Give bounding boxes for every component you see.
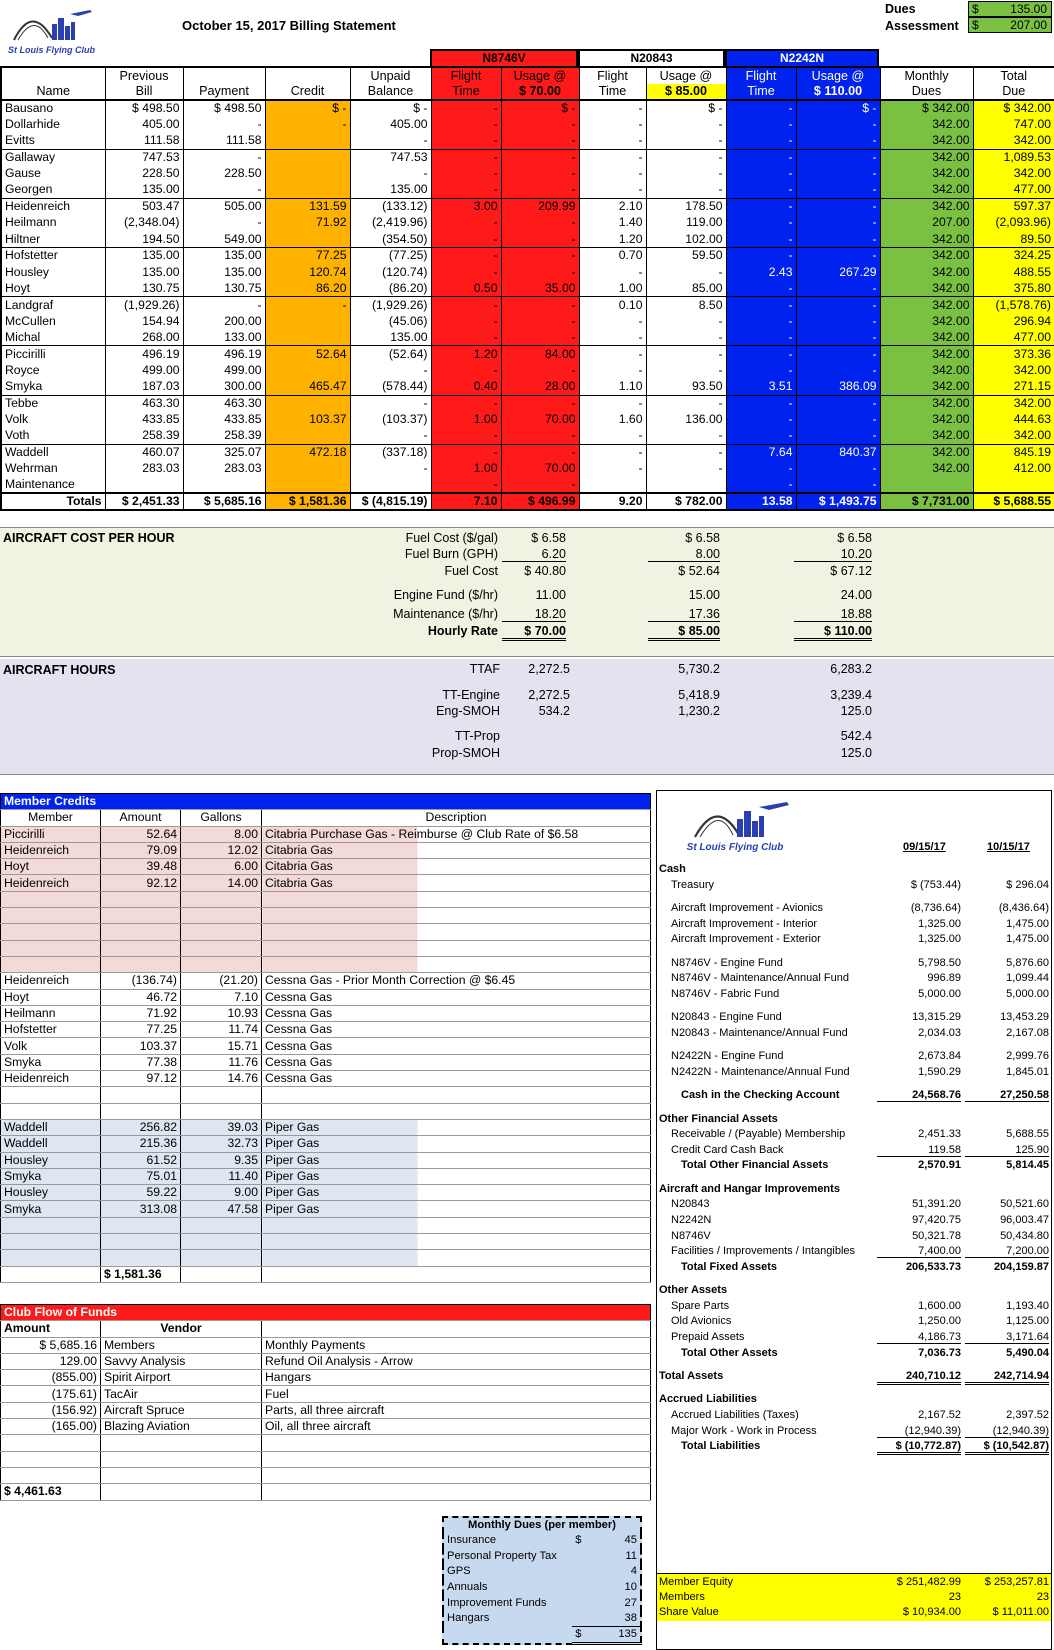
bs-label: Total Assets bbox=[659, 1370, 724, 1382]
cost-a1: $ 40.80 bbox=[524, 564, 566, 578]
hours-a3: 542.4 bbox=[840, 729, 872, 743]
bs-val-2: 242,714.94 bbox=[965, 1370, 1049, 1385]
credit-row: Housley 61.52 9.35 Piper Gas bbox=[1, 1152, 651, 1168]
cost-a2: $ 6.58 bbox=[685, 531, 720, 545]
credit-row: Hofstetter 77.25 11.74 Cessna Gas bbox=[1, 1022, 651, 1038]
credit-row bbox=[1, 1087, 651, 1103]
date-col-2: 10/15/17 bbox=[987, 841, 1030, 853]
member-row: Heilmann (2,348.04) - 71.92 (2,419.96) - - 1.40 119.00 - - 207.00 (2,093.96) bbox=[1, 215, 1054, 231]
cost-a3: 24.00 bbox=[840, 588, 872, 602]
credit-row: Heidenreich (136.74) (21.20) Cessna Gas - Prior Month Correction @ $6.45 bbox=[1, 973, 651, 989]
bs-val-1: 240,710.12 bbox=[877, 1370, 961, 1385]
member-row: Landgraf (1,929.26) - - (1,929.26) - - 0.10 8.50 - - 342.00 (1,578.76) bbox=[1, 297, 1054, 313]
bs-label: Prepaid Assets bbox=[671, 1331, 745, 1343]
bs-val-1: 119.58 bbox=[877, 1144, 961, 1157]
equity-label: Members bbox=[659, 1591, 705, 1603]
hours-section-title: AIRCRAFT HOURS bbox=[3, 663, 116, 677]
member-row: Evitts 111.58 111.58 - - - - - - - 342.00 342.00 bbox=[1, 133, 1054, 149]
member-row: Hofstetter 135.00 135.00 77.25 (77.25) - - 0.70 59.50 - - 342.00 324.25 bbox=[1, 248, 1054, 264]
member-row: Gause 228.50 228.50 - - - - - - - 342.00 342.00 bbox=[1, 166, 1054, 182]
dues-row: Annuals 10 bbox=[447, 1581, 637, 1594]
flow-row: (855.00) Spirit Airport Hangars bbox=[1, 1370, 651, 1386]
bs-val-2: 50,521.60 bbox=[1000, 1198, 1049, 1211]
bs-label: N8746V bbox=[671, 1229, 711, 1242]
flow-row: (165.00) Blazing Aviation Oil, all three aircraft bbox=[1, 1419, 651, 1435]
hours-a3: 125.0 bbox=[840, 704, 872, 718]
credit-row: Heidenreich 92.12 14.00 Citabria Gas bbox=[1, 875, 651, 891]
member-row: Wehrman 283.03 283.03 - 1.00 70.00 - - - - 342.00 412.00 bbox=[1, 461, 1054, 477]
bs-label: N8746V - Engine Fund bbox=[671, 956, 783, 969]
cost-label: Fuel Cost ($/gal) bbox=[405, 531, 498, 545]
bs-label: N20843 bbox=[671, 1198, 710, 1211]
member-row: Hoyt 130.75 130.75 86.20 (86.20) 0.50 35.00 1.00 85.00 - - 342.00 375.80 bbox=[1, 280, 1054, 296]
cost-a2: $ 52.64 bbox=[678, 564, 720, 578]
credit-row: Hoyt 46.72 7.10 Cessna Gas bbox=[1, 989, 651, 1005]
bs-label: N8746V - Fabric Fund bbox=[671, 987, 780, 1000]
flow-total: $ 4,461.63 bbox=[1, 1484, 101, 1500]
arch-plane-icon bbox=[8, 8, 96, 42]
bs-label: Other Financial Assets bbox=[659, 1112, 778, 1125]
member-row: Smyka 187.03 300.00 465.47 (578.44) 0.40 28.00 1.10 93.50 3.51 386.09 342.00 271.15 bbox=[1, 379, 1054, 395]
bs-label: Old Avionics bbox=[671, 1315, 732, 1328]
credit-row bbox=[1, 940, 651, 956]
bs-label: N2422N - Engine Fund bbox=[671, 1050, 784, 1063]
hours-a2: 5,418.9 bbox=[678, 688, 720, 702]
credit-row: Waddell 256.82 39.03 Piper Gas bbox=[1, 1119, 651, 1135]
credit-row bbox=[1, 1103, 651, 1119]
cost-a2: 15.00 bbox=[688, 588, 720, 602]
bs-label: Treasury bbox=[671, 878, 714, 891]
cost-label: Maintenance ($/hr) bbox=[393, 607, 498, 621]
member-row: McCullen 154.94 200.00 (45.06) - - - - - - 342.00 296.94 bbox=[1, 313, 1054, 329]
hours-a1: 534.2 bbox=[538, 704, 570, 718]
bs-val-2: 204,159.87 bbox=[993, 1260, 1049, 1273]
bs-label: Aircraft Improvement - Avionics bbox=[671, 902, 824, 914]
bs-label: Credit Card Cash Back bbox=[671, 1143, 784, 1156]
totals-row: Totals $ 2,451.33 $ 5,685.16 $ 1,581.36 $ (4,815.19) 7.10 $ 496.99 9.20 $ 782.00 13.58 $ 1,493.75 $ 7,731.00 $ 5,688.55 bbox=[1, 493, 1054, 510]
bs-label: Spare Parts bbox=[671, 1299, 730, 1312]
monthly-dues-box: Monthly Dues (per member) Insurance $ 45 Personal Property Tax 11 GPS 4 Annuals 10 Improvement Funds 27 Hangars 38 $ 135 bbox=[442, 1516, 642, 1645]
flow-row bbox=[1, 1435, 651, 1451]
hours-a3: 3,239.4 bbox=[830, 688, 872, 702]
bs-label: Total Fixed Assets bbox=[681, 1260, 777, 1273]
bs-label: Accrued Liabilities bbox=[659, 1393, 757, 1406]
bs-val-2: (8,436.64) bbox=[998, 902, 1049, 914]
member-row: Voth 258.39 258.39 - - - - - - - 342.00 342.00 bbox=[1, 428, 1054, 444]
dues-row: Improvement Funds 27 bbox=[447, 1596, 637, 1609]
bs-label: N20843 - Engine Fund bbox=[671, 1011, 782, 1024]
bs-val-2: 13,453.29 bbox=[1000, 1011, 1049, 1024]
member-row: Housley 135.00 135.00 120.74 (120.74) - - - - 2.43 267.29 342.00 488.55 bbox=[1, 264, 1054, 280]
bs-val-2: 2,167.08 bbox=[1006, 1026, 1049, 1039]
bs-label: Total Liabilities bbox=[681, 1440, 761, 1453]
equity-val-2: $ 253,257.81 bbox=[984, 1576, 1049, 1588]
hours-label: TT-Prop bbox=[454, 729, 500, 743]
hours-label: Prop-SMOH bbox=[431, 746, 500, 760]
bs-val-1: 996.89 bbox=[927, 972, 961, 985]
flow-row: 129.00 Savvy Analysis Refund Oil Analysis - Arrow bbox=[1, 1353, 651, 1369]
credit-row bbox=[1, 891, 651, 907]
aircraft-header-n8746v: N8746V bbox=[430, 49, 578, 66]
cost-a1: 18.20 bbox=[502, 607, 566, 622]
credit-row: Heidenreich 79.09 12.02 Citabria Gas bbox=[1, 842, 651, 858]
bs-val-1: 13,315.29 bbox=[912, 1011, 961, 1024]
dues-label: Dues bbox=[885, 2, 916, 16]
flow-row bbox=[1, 1451, 651, 1467]
bs-val-2: 1,475.00 bbox=[1006, 933, 1049, 946]
bs-label: N2422N - Maintenance/Annual Fund bbox=[671, 1065, 850, 1078]
bs-label: Cash bbox=[659, 863, 686, 875]
bs-label: N2242N bbox=[671, 1214, 712, 1226]
bs-val-1: 2,034.03 bbox=[918, 1026, 961, 1039]
date-col-1: 09/15/17 bbox=[903, 841, 946, 853]
bs-label: N8746V - Maintenance/Annual Fund bbox=[671, 972, 849, 985]
cost-a3: $ 6.58 bbox=[837, 531, 872, 545]
bs-label: Total Other Financial Assets bbox=[681, 1159, 829, 1172]
credit-row: Waddell 215.36 32.73 Piper Gas bbox=[1, 1136, 651, 1152]
monthly-dues-title: Monthly Dues (per member) bbox=[468, 1519, 616, 1531]
club-logo: St Louis Flying Club bbox=[8, 8, 96, 52]
aircraft-header-n20843: N20843 bbox=[578, 49, 725, 66]
bs-label: Receivable / (Payable) Membership bbox=[671, 1128, 846, 1141]
bs-val-1: 1,600.00 bbox=[918, 1299, 961, 1312]
credit-row: Housley 59.22 9.00 Piper Gas bbox=[1, 1185, 651, 1201]
cost-section-title: AIRCRAFT COST PER HOUR bbox=[3, 531, 175, 545]
member-row: Georgen 135.00 - 135.00 - - - - - - 342.00 477.00 bbox=[1, 182, 1054, 198]
bs-val-2: 7,200.00 bbox=[965, 1245, 1049, 1258]
bs-val-1: 1,250.00 bbox=[918, 1315, 961, 1328]
cost-a3: $ 67.12 bbox=[830, 564, 872, 578]
member-row: Bausano $ 498.50 $ 498.50 $ - $ - - $ - - $ - - $ - $ 342.00 $ 342.00 bbox=[1, 100, 1054, 116]
equity-val-1: $ 251,482.99 bbox=[896, 1576, 961, 1588]
cost-a1: $ 6.58 bbox=[531, 531, 566, 545]
bs-val-1: 2,167.52 bbox=[918, 1409, 961, 1421]
equity-box bbox=[657, 1573, 1051, 1621]
bs-label: N20843 - Maintenance/Annual Fund bbox=[671, 1026, 848, 1039]
aircraft-header-n2242n: N2242N bbox=[725, 49, 879, 66]
bs-val-1: 5,798.50 bbox=[918, 956, 961, 969]
dues-row: Insurance $ 45 bbox=[447, 1534, 637, 1547]
bs-val-1: 97,420.75 bbox=[912, 1214, 961, 1226]
member-credits-title: Member Credits bbox=[1, 794, 651, 810]
bs-label: Aircraft Improvement - Exterior bbox=[671, 933, 821, 946]
hours-label: TT-Engine bbox=[442, 688, 500, 702]
credit-row: Smyka 75.01 11.40 Piper Gas bbox=[1, 1168, 651, 1184]
credit-row bbox=[1, 908, 651, 924]
bs-val-2: 1,099.44 bbox=[1006, 972, 1049, 985]
cost-a3: 18.88 bbox=[794, 607, 872, 622]
cost-a3: 10.20 bbox=[794, 547, 872, 562]
bs-val-1: 7,036.73 bbox=[918, 1346, 961, 1359]
bs-label: Cash in the Checking Account bbox=[681, 1089, 840, 1102]
hours-a1: 2,272.5 bbox=[528, 688, 570, 702]
bs-val-1: (12,940.39) bbox=[877, 1425, 961, 1438]
bs-val-1: 2,570.91 bbox=[918, 1159, 961, 1172]
bs-label: Other Assets bbox=[659, 1284, 728, 1297]
monthly-dues-total: 135 bbox=[603, 1627, 641, 1644]
member-row: Dollarhide 405.00 - - 405.00 - - - - - - 342.00 747.00 bbox=[1, 116, 1054, 132]
bs-val-2: 96,003.47 bbox=[1000, 1214, 1049, 1226]
bs-val-2: 27,250.58 bbox=[965, 1089, 1049, 1102]
bs-val-1: (8,736.64) bbox=[910, 902, 961, 914]
credit-row bbox=[1, 1217, 651, 1233]
balance-sheet-logo: St Louis Flying Club bbox=[675, 799, 795, 853]
cost-label: Engine Fund ($/hr) bbox=[393, 588, 498, 602]
flow-title: Club Flow of Funds bbox=[1, 1305, 651, 1321]
credit-row: Heilmann 71.92 10.93 Cessna Gas bbox=[1, 1005, 651, 1021]
member-row: Hiltner 194.50 549.00 (354.50) - - 1.20 102.00 - - 342.00 89.50 bbox=[1, 231, 1054, 247]
hours-a2: 5,730.2 bbox=[678, 662, 720, 676]
bs-val-1: 51,391.20 bbox=[912, 1198, 961, 1211]
bs-val-1: 2,673.84 bbox=[918, 1050, 961, 1063]
member-row: Heidenreich 503.47 505.00 131.59 (133.12) 3.00 209.99 2.10 178.50 - - 342.00 597.37 bbox=[1, 198, 1054, 214]
bs-val-2: 1,125.00 bbox=[1006, 1315, 1049, 1328]
cost-a1: $ 70.00 bbox=[502, 624, 566, 641]
credit-row bbox=[1, 1250, 651, 1266]
cost-label: Fuel Burn (GPH) bbox=[404, 547, 498, 561]
member-credits-table: Member Credits Member Amount Gallons Description Piccirilli 52.64 8.00 Citabria Purchase Gas - Reimburse @ Club Rate of $6.58 Heidenreich 79.09 12.02 Citabria Gas Hoyt 39.48 6.00 Citabria Gas Heidenreich 92.12 14.00 Citabria Gas Heidenreich (136.74) (21.20) Cessna Gas - Prior Month Correction @ $6.45 Hoyt 46.72 7.10 Cessna Gas Heilmann 71.92 10.93 Cessna Gas Hofstetter 77.25 11.74 Cessna Gas Volk 103.37 15.71 Cessna Gas Smyka 77.38 11.76 Cessna Gas Heidenreich 97.12 14.76 Cessna Gas Waddell 256.82 39.03 Piper Gas Waddell 215.36 32.73 Piper Gas Housley 61.52 9.35 Piper Gas Smyka 75.01 11.40 Piper Gas Housley 59.22 9.00 Piper Gas Smyka 313.08 47.58 Piper Gas $ 1,581.36 bbox=[0, 793, 651, 1283]
equity-label: Member Equity bbox=[659, 1576, 733, 1588]
member-row: Maintenance - - - - bbox=[1, 477, 1054, 493]
bs-label: Aircraft and Hangar Improvements bbox=[659, 1182, 840, 1195]
equity-val-2: $ 11,011.00 bbox=[992, 1606, 1049, 1618]
bs-val-2: (12,940.39) bbox=[965, 1425, 1049, 1438]
aircraft-hours-section bbox=[0, 659, 1054, 775]
member-row: Gallaway 747.53 - 747.53 - - - - - - 342.00 1,089.53 bbox=[1, 149, 1054, 165]
bs-val-2: 3,171.64 bbox=[965, 1331, 1049, 1344]
equity-val-1: 23 bbox=[948, 1591, 961, 1603]
credit-row: Smyka 77.38 11.76 Cessna Gas bbox=[1, 1054, 651, 1070]
member-row: Royce 499.00 499.00 - - - - - - - 342.00 342.00 bbox=[1, 362, 1054, 378]
arch-plane-icon bbox=[675, 799, 795, 839]
equity-val-2: 23 bbox=[1036, 1591, 1049, 1603]
bs-val-2: 5,490.04 bbox=[1006, 1346, 1049, 1359]
hours-a3: 125.0 bbox=[840, 746, 872, 760]
member-row: Volk 433.85 433.85 103.37 (103.37) 1.00 70.00 1.60 136.00 - - 342.00 444.63 bbox=[1, 411, 1054, 427]
credit-row: Smyka 313.08 47.58 Piper Gas bbox=[1, 1201, 651, 1217]
hours-a2: 1,230.2 bbox=[678, 704, 720, 718]
statement-title: October 15, 2017 Billing Statement bbox=[182, 18, 396, 33]
bs-val-2: $ 296.04 bbox=[1006, 878, 1049, 891]
bs-val-2: 5,000.00 bbox=[1006, 987, 1049, 1000]
flow-row: (156.92) Aircraft Spruce Parts, all three aircraft bbox=[1, 1402, 651, 1418]
bs-label: Total Other Assets bbox=[681, 1346, 778, 1359]
bs-label: Aircraft Improvement - Interior bbox=[671, 917, 818, 930]
cost-a2: 17.36 bbox=[648, 607, 720, 622]
bs-val-2: 125.90 bbox=[965, 1144, 1049, 1157]
dues-row: Personal Property Tax 11 bbox=[447, 1549, 637, 1562]
assessment-label: Assessment bbox=[885, 19, 959, 33]
bs-val-1: 1,325.00 bbox=[918, 917, 961, 930]
member-row: Tebbe 463.30 463.30 - - - - - - - 342.00 342.00 bbox=[1, 395, 1054, 411]
equity-label: Share Value bbox=[659, 1606, 719, 1618]
bs-val-2: 50,434.80 bbox=[1000, 1229, 1049, 1242]
bs-val-2: 5,876.60 bbox=[1006, 956, 1049, 969]
bs-val-1: 4,186.73 bbox=[877, 1331, 961, 1344]
cost-label: Fuel Cost bbox=[444, 564, 498, 578]
hours-label: TTAF bbox=[469, 662, 500, 676]
credit-row bbox=[1, 924, 651, 940]
member-row: Piccirilli 496.19 496.19 52.64 (52.64) 1.20 84.00 - - - - 342.00 373.36 bbox=[1, 346, 1054, 362]
credit-row: Heidenreich 97.12 14.76 Cessna Gas bbox=[1, 1071, 651, 1087]
bs-label: Accrued Liabilities (Taxes) bbox=[671, 1409, 799, 1421]
bs-val-1: 5,000.00 bbox=[918, 987, 961, 1000]
bs-val-2: $ (10,542.87) bbox=[965, 1440, 1049, 1455]
bs-val-1: 2,451.33 bbox=[918, 1128, 961, 1141]
flow-row: $ 5,685.16 Members Monthly Payments bbox=[1, 1337, 651, 1353]
cost-a1: 11.00 bbox=[535, 588, 566, 602]
hours-a1: 2,272.5 bbox=[528, 662, 570, 676]
bs-val-1: 1,325.00 bbox=[918, 933, 961, 946]
cost-a2: $ 85.00 bbox=[648, 624, 720, 641]
bs-val-1: 206,533.73 bbox=[905, 1260, 961, 1273]
bs-val-2: 2,397.52 bbox=[1006, 1409, 1049, 1421]
dues-row: Hangars 38 bbox=[447, 1612, 637, 1625]
cost-a3: $ 110.00 bbox=[794, 624, 872, 641]
bs-val-1: 7,400.00 bbox=[877, 1245, 961, 1258]
credit-row: Volk 103.37 15.71 Cessna Gas bbox=[1, 1038, 651, 1054]
flow-of-funds-table: Club Flow of Funds Amount Vendor $ 5,685.16 Members Monthly Payments 129.00 Savvy Analysis Refund Oil Analysis - Arrow (855.00) Spirit Airport Hangars (175.61) TacAir Fuel (156.92) Aircraft Spruce Parts, all three aircraft (165.00) Blazing Aviation Oil, all three aircraft $ 4,461.63 bbox=[0, 1304, 651, 1501]
bs-label: Major Work - Work in Process bbox=[671, 1424, 817, 1437]
dues-value: $ 135.00 bbox=[968, 1, 1052, 17]
credit-row: Hoyt 39.48 6.00 Citabria Gas bbox=[1, 859, 651, 875]
bs-val-2: 1,475.00 bbox=[1006, 917, 1049, 930]
equity-val-1: $ 10,934.00 bbox=[902, 1606, 961, 1618]
billing-table: Previous Unpaid Flight Usage @ Flight Usage @ Flight Usage @ Monthly Total Name Bill Payment Credit Balance Time $ 70.00 Time $ 85.00 Time $ 110.00 Dues Due Bausano $ 498.50 $ 498.50 $ - $ - - $ - - $ - - $ - $ 342.00 $ 342.00 Dollarhide 405.00 - - 405.00 - - - - - - 342.00 747.00 Evitts 111.58 111.58 - - - - - - - 342.00 342.00 Gallaway 747.53 - 747.53 - - - - - - 342.00 1,089.53 Gause 228.50 228.50 - - - - - - - 342.00 342.00 Georgen 135.00 - 135.00 - - - - - - 342.00 477.00 Heidenreich 503.47 505.00 131.59 (133.12) 3.00 209.99 2.10 178.50 - - 342.00 597.37 Heilmann (2,348.04) - 71.92 (2,419.96) - - 1.40 119.00 - - 207.00 (2,093.96) Hiltner 194.50 549.00 (354.50) - - 1.20 102.00 - - 342.00 89.50 Hofstetter 135.00 135.00 77.25 (77.25) - - 0.70 59.50 - - 342.00 324.25 Housley 135.00 135.00 120.74 (120.74) - - - - 2.43 267.29 342.00 488.55 Hoyt 130.75 130.75 86.20 (86.20) 0.50 35.00 1.00 85.00 - - 342.00 375.80 Landgraf (1,929.26) - - (1,929.26) - - 0.10 8.50 - - 342.00 (1,578.76) McCullen 154.94 200.00 (45.06) - - - - - - 342.00 296.94 Michal 268.00 133.00 135.00 - - - - - - 342.00 477.00 Piccirilli 496.19 496.19 52.64 (52.64) 1.20 84.00 - - - - 342.00 373.36 Royce 499.00 499.00 - - - - - - - 342.00 342.00 Smyka 187.03 300.00 465.47 (578.44) 0.40 28.00 1.10 93.50 3.51 386.09 342.00 271.15 Tebbe 463.30 463.30 - - - - - - - 342.00 342.00 Volk 433.85 433.85 103.37 (103.37) 1.00 70.00 1.60 136.00 - - 342.00 444.63 Voth 258.39 258.39 - - - - - - - 342.00 342.00 Waddell 460.07 325.07 472.18 (337.18) - - - - 7.64 840.37 342.00 845.19 Wehrman 283.03 283.03 - 1.00 70.00 - - - - 342.00 412.00 Maintenance - - - - Totals $ 2,451.33 $ 5,685.16 $ 1,581.36 $ (4,815.19) 7.10 $ 496.99 9.20 $ 782.00 13.58 $ 1,493.75 $ 7,731.00 $ 5,688.55 bbox=[0, 66, 1054, 511]
cost-a1: 6.20 bbox=[502, 547, 566, 562]
bs-val-2: 5,814.45 bbox=[1006, 1159, 1049, 1172]
cost-label: Hourly Rate bbox=[427, 624, 498, 638]
member-row: Michal 268.00 133.00 135.00 - - - - - - 342.00 477.00 bbox=[1, 329, 1054, 345]
assessment-value: $ 207.00 bbox=[968, 17, 1052, 33]
bs-val-1: 24,568.76 bbox=[877, 1089, 961, 1102]
credit-row bbox=[1, 956, 651, 972]
bs-val-1: $ (10,772.87) bbox=[877, 1440, 961, 1455]
cost-a2: 8.00 bbox=[648, 547, 720, 562]
bs-val-1: $ (753.44) bbox=[910, 878, 961, 891]
hours-label: Eng-SMOH bbox=[436, 704, 500, 718]
bs-val-1: 1,590.29 bbox=[918, 1065, 961, 1078]
member-row: Waddell 460.07 325.07 472.18 (337.18) - - - - 7.64 840.37 342.00 845.19 bbox=[1, 444, 1054, 460]
dues-row: GPS 4 bbox=[447, 1565, 637, 1578]
flow-row bbox=[1, 1467, 651, 1483]
aircraft-cost-section bbox=[0, 527, 1054, 657]
flow-row: (175.61) TacAir Fuel bbox=[1, 1386, 651, 1402]
credit-row bbox=[1, 1234, 651, 1250]
bs-label: Facilities / Improvements / Intangibles bbox=[671, 1245, 856, 1258]
credits-total: $ 1,581.36 bbox=[101, 1266, 181, 1282]
bs-val-2: 1,845.01 bbox=[1006, 1065, 1049, 1078]
bs-val-2: 2,999.76 bbox=[1006, 1050, 1049, 1063]
hours-a3: 6,283.2 bbox=[830, 662, 872, 676]
balance-sheet bbox=[656, 790, 1052, 1650]
bs-val-1: 50,321.78 bbox=[912, 1229, 961, 1242]
bs-val-2: 5,688.55 bbox=[1006, 1128, 1049, 1141]
credit-row: Piccirilli 52.64 8.00 Citabria Purchase Gas - Reimburse @ Club Rate of $6.58 bbox=[1, 826, 651, 842]
bs-val-2: 1,193.40 bbox=[1006, 1299, 1049, 1312]
